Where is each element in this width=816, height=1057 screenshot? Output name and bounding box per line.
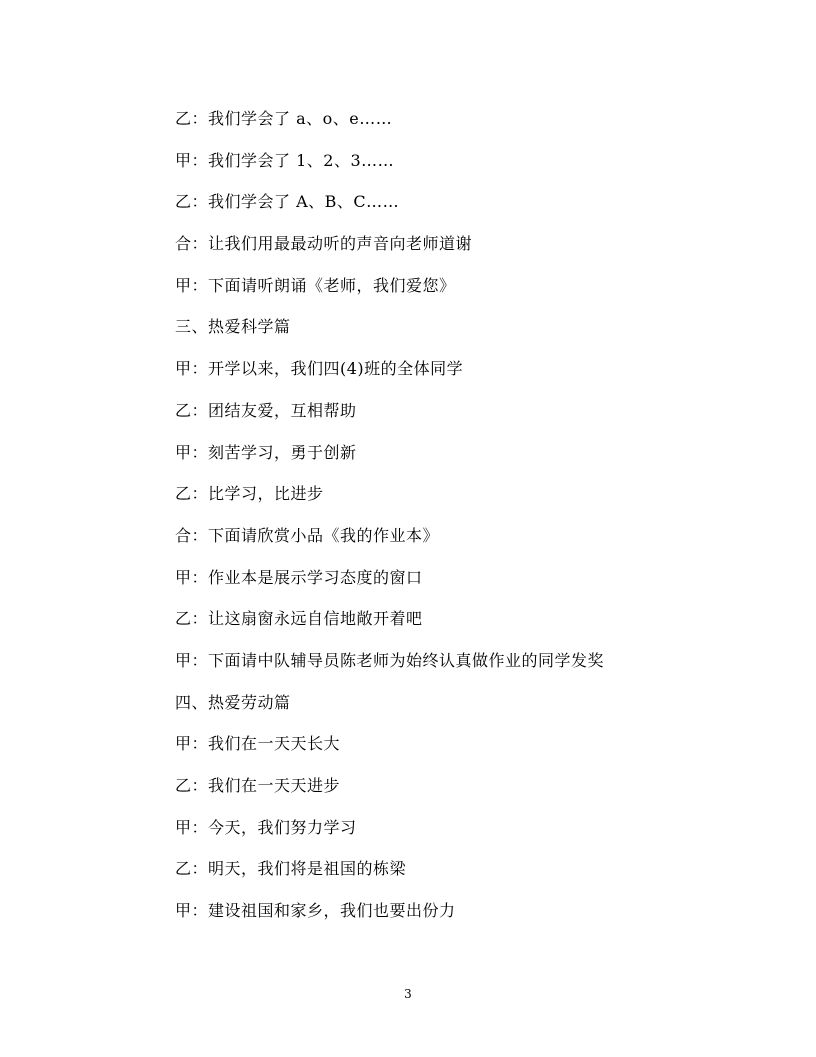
script-line: 乙：我们学会了 a、o、e…… xyxy=(175,109,393,128)
script-line: 甲：下面请中队辅导员陈老师为始终认真做作业的同学发奖 xyxy=(175,650,605,670)
script-line: 合：下面请欣赏小品《我的作业本》 xyxy=(175,525,440,545)
script-line: 甲：下面请听朗诵《老师，我们爱您》 xyxy=(175,275,456,295)
script-line: 乙：比学习，比进步 xyxy=(175,484,324,504)
script-lines xyxy=(175,106,735,940)
script-line: 甲：今天，我们努力学习 xyxy=(175,817,357,837)
section-heading: 三、热爱科学篇 xyxy=(175,317,291,337)
script-line: 乙：让这扇窗永远自信地敞开着吧 xyxy=(175,609,423,629)
section-heading: 四、热爱劳动篇 xyxy=(175,692,291,712)
script-line: 甲：我们在一天天长大 xyxy=(175,734,341,754)
script-line: 合：让我们用最最动听的声音向老师道谢 xyxy=(175,234,473,254)
page-number: 3 xyxy=(404,987,412,1001)
script-line: 甲：作业本是展示学习态度的窗口 xyxy=(175,567,423,587)
script-line: 乙：团结友爱，互相帮助 xyxy=(175,400,357,420)
script-line: 乙：我们在一天天进步 xyxy=(175,776,341,795)
script-line: 甲：建设祖国和家乡，我们也要出份力 xyxy=(175,901,456,921)
script-line: 甲：我们学会了 1、2、3…… xyxy=(175,150,395,170)
script-line: 乙：我们学会了 A、B、C…… xyxy=(175,192,400,212)
script-line: 甲：开学以来，我们四(4)班的全体同学 xyxy=(175,359,464,379)
script-line: 甲：刻苦学习，勇于创新 xyxy=(175,442,357,462)
script-line: 乙：明天，我们将是祖国的栋梁 xyxy=(175,859,407,879)
